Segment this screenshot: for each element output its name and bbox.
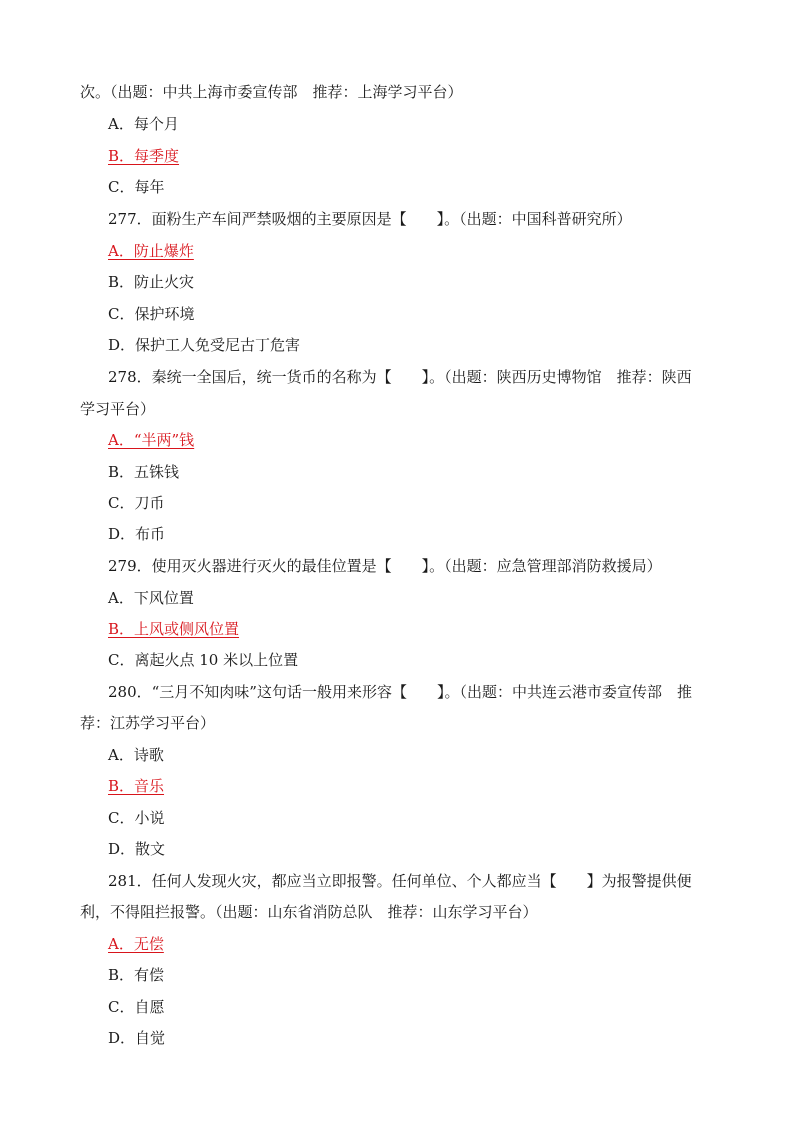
option xyxy=(0,524,800,544)
question-text: 学习平台） xyxy=(80,400,156,418)
option-text: B．上风或侧风位置 xyxy=(108,620,240,638)
option-text: A．防止爆炸 xyxy=(108,242,194,260)
option xyxy=(0,839,800,859)
option xyxy=(0,272,800,292)
option-text: A．无偿 xyxy=(108,935,164,953)
option-text: D．保护工人免受尼古丁危害 xyxy=(108,336,301,354)
question-stem xyxy=(0,682,800,702)
option-text: B．有偿 xyxy=(108,966,165,984)
option-text: B．音乐 xyxy=(108,777,165,795)
option xyxy=(0,493,800,513)
correct-option xyxy=(0,430,800,450)
question-text: 次。（出题：中共上海市委宣传部 推荐：上海学习平台） xyxy=(80,83,463,101)
correct-option xyxy=(0,146,800,166)
option-text: C．每年 xyxy=(108,178,165,196)
option xyxy=(0,965,800,985)
question-continuation xyxy=(0,902,800,922)
question-stem xyxy=(0,871,800,891)
option xyxy=(0,304,800,324)
option-text: A．“半两”钱 xyxy=(108,431,195,449)
option-text: A．下风位置 xyxy=(108,589,194,607)
option-text: D．自觉 xyxy=(108,1029,166,1047)
correct-option xyxy=(0,934,800,954)
option-text: D．散文 xyxy=(108,840,166,858)
correct-option xyxy=(0,241,800,261)
question-text: 荐：江苏学习平台） xyxy=(80,714,216,732)
question-text: 278．秦统一全国后，统一货币的名称为【 】。（出题：陕西历史博物馆 推荐：陕西 xyxy=(108,368,692,386)
option-text: B．防止火灾 xyxy=(108,273,195,291)
option xyxy=(0,997,800,1017)
question-stem xyxy=(0,367,800,387)
option-text: B．每季度 xyxy=(108,147,180,165)
option-text: C．离起火点 10 米以上位置 xyxy=(108,651,299,669)
question-stem xyxy=(0,209,800,229)
question-text: 281．任何人发现火灾，都应当立即报警。任何单位、个人都应当【 】为报警提供便 xyxy=(108,872,692,890)
option xyxy=(0,1028,800,1048)
correct-option xyxy=(0,619,800,639)
option-text: B．五铢钱 xyxy=(108,463,180,481)
option-text: A．诗歌 xyxy=(108,746,164,764)
option xyxy=(0,462,800,482)
correct-option xyxy=(0,776,800,796)
question-text: 280．“三月不知肉味”这句话一般用来形容【 】。（出题：中共连云港市委宣传部 推 xyxy=(108,683,692,701)
option-text: A．每个月 xyxy=(108,115,179,133)
option-text: C．保护环境 xyxy=(108,305,195,323)
question-continuation xyxy=(0,82,800,102)
question-text: 利，不得阻拦报警。（出题：山东省消防总队 推荐：山东学习平台） xyxy=(80,903,538,921)
option-text: C．自愿 xyxy=(108,998,165,1016)
option xyxy=(0,114,800,134)
option xyxy=(0,745,800,765)
option xyxy=(0,650,800,670)
option xyxy=(0,808,800,828)
option xyxy=(0,177,800,197)
option xyxy=(0,335,800,355)
question-stem xyxy=(0,556,800,576)
question-continuation xyxy=(0,713,800,733)
question-text: 277．面粉生产车间严禁吸烟的主要原因是【 】。（出题：中国科普研究所） xyxy=(108,210,632,228)
question-text: 279．使用灭火器进行灭火的最佳位置是【 】。（出题：应急管理部消防救援局） xyxy=(108,557,662,575)
option-text: D．布币 xyxy=(108,525,166,543)
option-text: C．小说 xyxy=(108,809,165,827)
option-text: C．刀币 xyxy=(108,494,165,512)
question-continuation xyxy=(0,399,800,419)
option xyxy=(0,588,800,608)
